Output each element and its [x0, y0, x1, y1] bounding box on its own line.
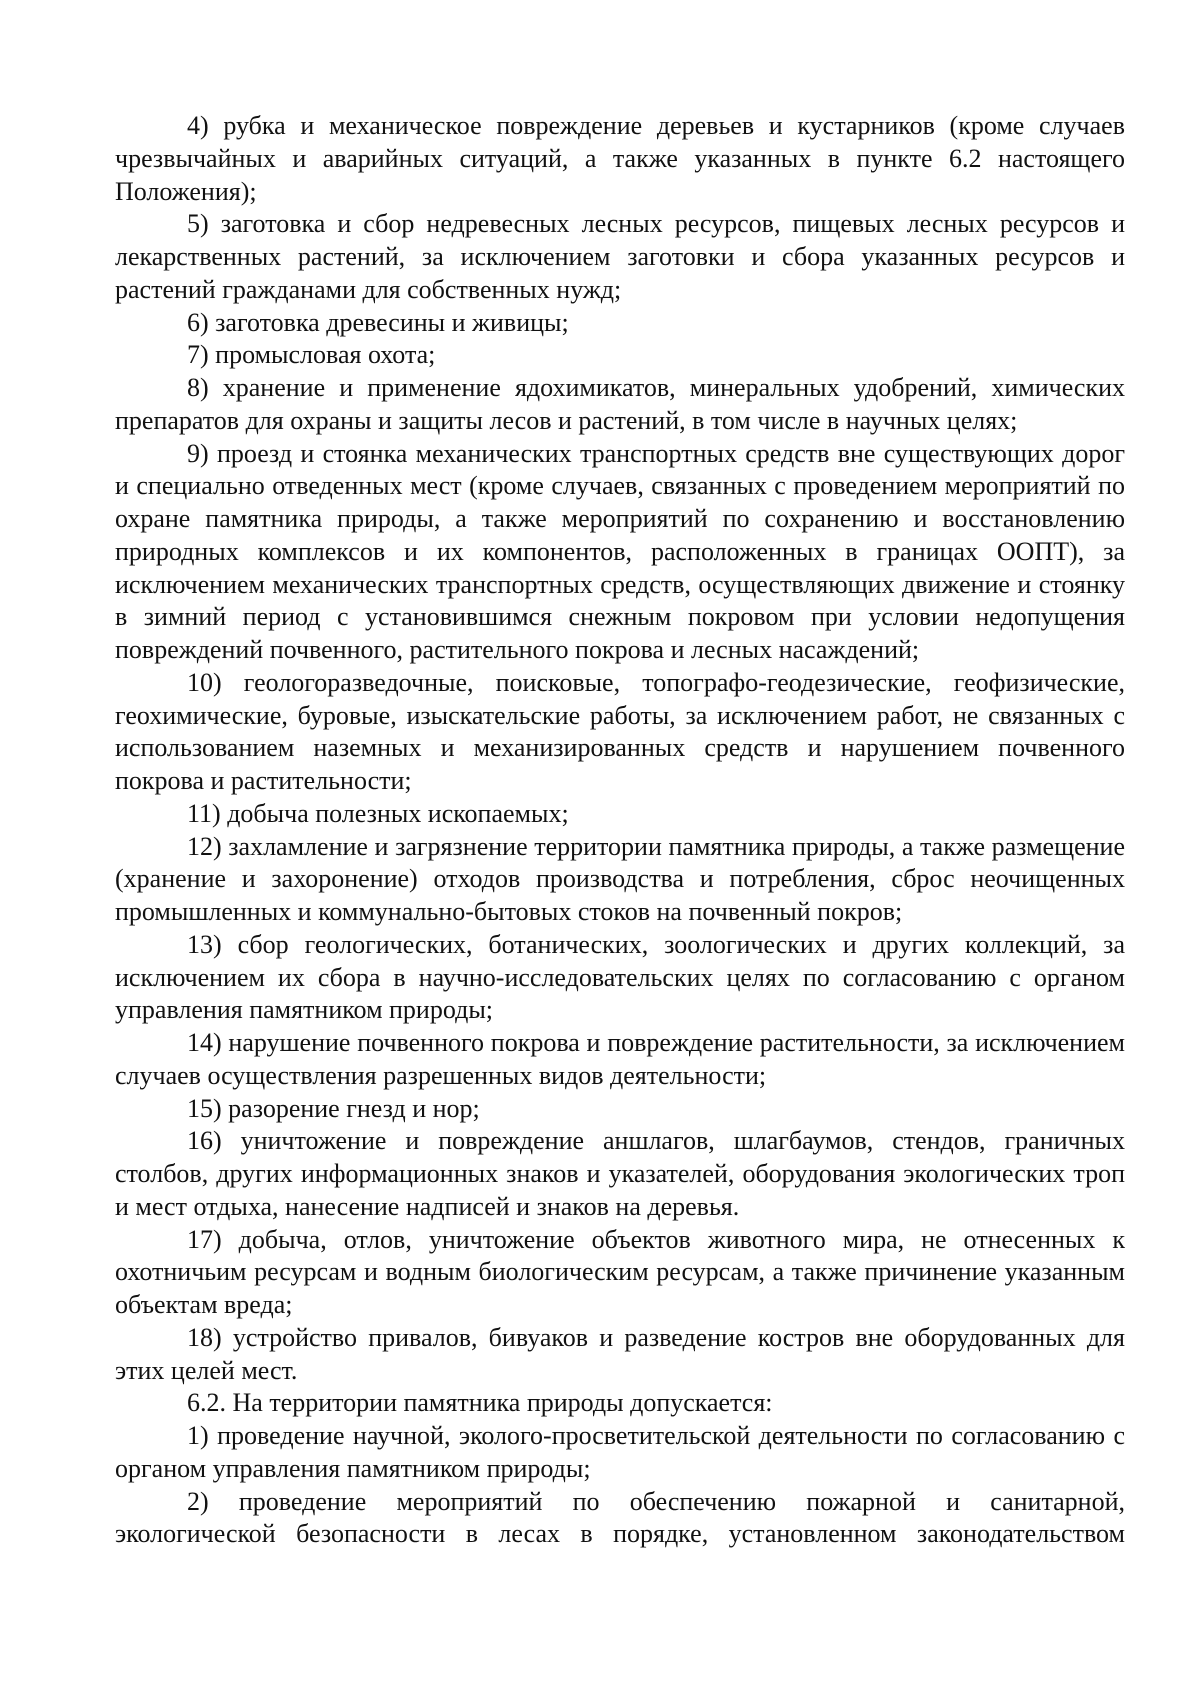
paragraph-allowed-1: 1) проведение научной, эколого-просветительской деятельности по согласованию с органом управления памятником природы;	[115, 1421, 1125, 1483]
paragraph-item-6: 6) заготовка древесины и живицы;	[187, 307, 569, 337]
paragraph-item-17: 17) добыча, отлов, уничтожение объектов животного мира, не отнесенных к охотничьим ресурсам и водным биологическим ресурсам, а также причинение указанным объектам вреда;	[115, 1224, 1125, 1319]
paragraph-item-14: 14) нарушение почвенного покрова и повреждение растительности, за исключением случаев осуществления разрешенных видов деятельности;	[115, 1028, 1125, 1090]
paragraph-allowed-2: 2) проведение мероприятий по обеспечению пожарной и санитарной, экологической безопасности в лесах в порядке, установленном законодательством	[115, 1486, 1125, 1549]
paragraph-item-18: 18) устройство привалов, бивуаков и разведение костров вне оборудованных для этих целей мест.	[115, 1322, 1125, 1385]
paragraph-item-13: 13) сбор геологических, ботанических, зоологических и других коллекций, за исключением их сбора в научно-исследовательских целях по согласованию с органом управления памятником природы;	[115, 929, 1125, 1025]
paragraph-item-8: 8) хранение и применение ядохимикатов, минеральных удобрений, химических препаратов для охраны и защиты лесов и растений, в том числе в научных целях;	[115, 373, 1125, 435]
section-heading-6-2: 6.2. На территории памятника природы допускается:	[187, 1388, 773, 1418]
paragraph-item-5: 5) заготовка и сбор недревесных лесных ресурсов, пищевых лесных ресурсов и лекарственных растений, за исключением заготовки и сбора указанных ресурсов и растений гражданами для собственных нужд;	[115, 209, 1125, 304]
paragraph-item-10: 10) геологоразведочные, поисковые, топографо-геодезические, геофизические, геохимические, буровые, изыскательские работы, за исключением работ, не связанных с использованием наземных и механизированных средств и нарушением почвенного покрова и растительности;	[115, 667, 1125, 795]
paragraph-item-16: 16) уничтожение и повреждение аншлагов, шлагбаумов, стендов, граничных столбов, других информационных знаков и указателей, оборудования экологических троп и мест отдыха, нанесение надписей и знаков на деревья.	[115, 1126, 1125, 1221]
document-page	[115, 110, 1125, 1551]
paragraph-item-12: 12) захламление и загрязнение территории памятника природы, а также размещение (хранение и захоронение) отходов производства и потребления, сброс неочищенных промышленных и коммунально-бытовых стоков на почвенный покров;	[115, 831, 1125, 926]
paragraph-item-11: 11) добыча полезных ископаемых;	[187, 798, 569, 828]
paragraph-item-7: 7) промысловая охота;	[187, 340, 436, 370]
paragraph-item-15: 15) разорение гнезд и нор;	[187, 1093, 480, 1123]
paragraph-item-4: 4) рубка и механическое повреждение деревьев и кустарников (кроме случаев чрезвычайных и аварийных ситуаций, а также указанных в пункте 6.2 настоящего Положения);	[115, 111, 1125, 206]
paragraph-item-9: 9) проезд и стоянка механических транспортных средств вне существующих дорог и специально отведенных мест (кроме случаев, связанных с проведением мероприятий по охране памятника природы, а также мероприятий по сохранению и восстановлению природных комплексов и их компонентов, расположенных в границах ООПТ), за исключением механических транспортных средств, осуществляющих движение и стоянку в зимний период с установившимся снежным покровом при условии недопущения повреждений почвенного, растительного покрова и лесных насаждений;	[115, 438, 1125, 664]
